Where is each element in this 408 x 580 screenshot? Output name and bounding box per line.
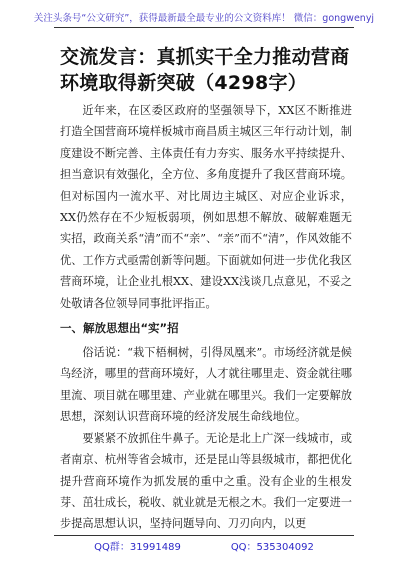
section-paragraph: 俗话说：“栽下梧桐树，引得凤凰来”。市场经济就是候鸟经济，哪里的营商环境好，人才就往哪里走、资金就往哪里流、项目就在哪里建、产业就在哪里兴。我们一定要解放思想，深刻认识营商环境的经济发展生命线地位。: [60, 346, 352, 424]
section-paragraph: 要紧紧不放抓住牛鼻子。无论是北上广深一线城市，或者南京、杭州等省会城市，还是昆山等县级城市，都把优化提升营商环境作为抓发展的重中之重。没有企业的生根发芽、茁壮成长，税收、就业就是无根之木。我们一定要进一步提高思想认识，坚持问题导向、刀刃向内，以更: [60, 431, 352, 531]
header-banner: 关注头条号“公文研究”，获得最新最全最专业的公文资料库！ 微信：gongwenyj: [33, 13, 375, 24]
intro-paragraph: 近年来，在区委区政府的坚强领导下，XX区不断推进打造全国营商环境样板城市商昌质主城区三年行动计划，制度建设不断完善、主体责任有力夯实、服务水平持续提升、担当意识有效强化，全方位、多角度提升了我区营商环境。但对标国内一流水平、对比周边主城区、对应企业诉求，XX仍然存在不少短板弱项，例如思想不解放、破解难题无实招，政商关系“清”而不“亲”、“亲”而不“清”，作风效能不优、工作方式亟需创新等问题。下面就如何进一步优化我区营商环境，让企业扎根XX、建设XX浅谈几点意见，不妥之处敬请各位领导同事批评指正。: [60, 104, 352, 310]
header-divider: [54, 27, 354, 28]
footer-qq-group: QQ群：31991489: [94, 542, 181, 553]
document-title: 交流发言：真抓实干全力推动营商环境取得新突破（4298字）: [60, 46, 350, 94]
footer-divider: [54, 535, 354, 536]
section-heading: 一、解放思想出“实”招: [60, 321, 179, 336]
document-body: [60, 100, 352, 535]
footer-qq: QQ：535304092: [230, 542, 314, 553]
footer: [0, 538, 408, 553]
